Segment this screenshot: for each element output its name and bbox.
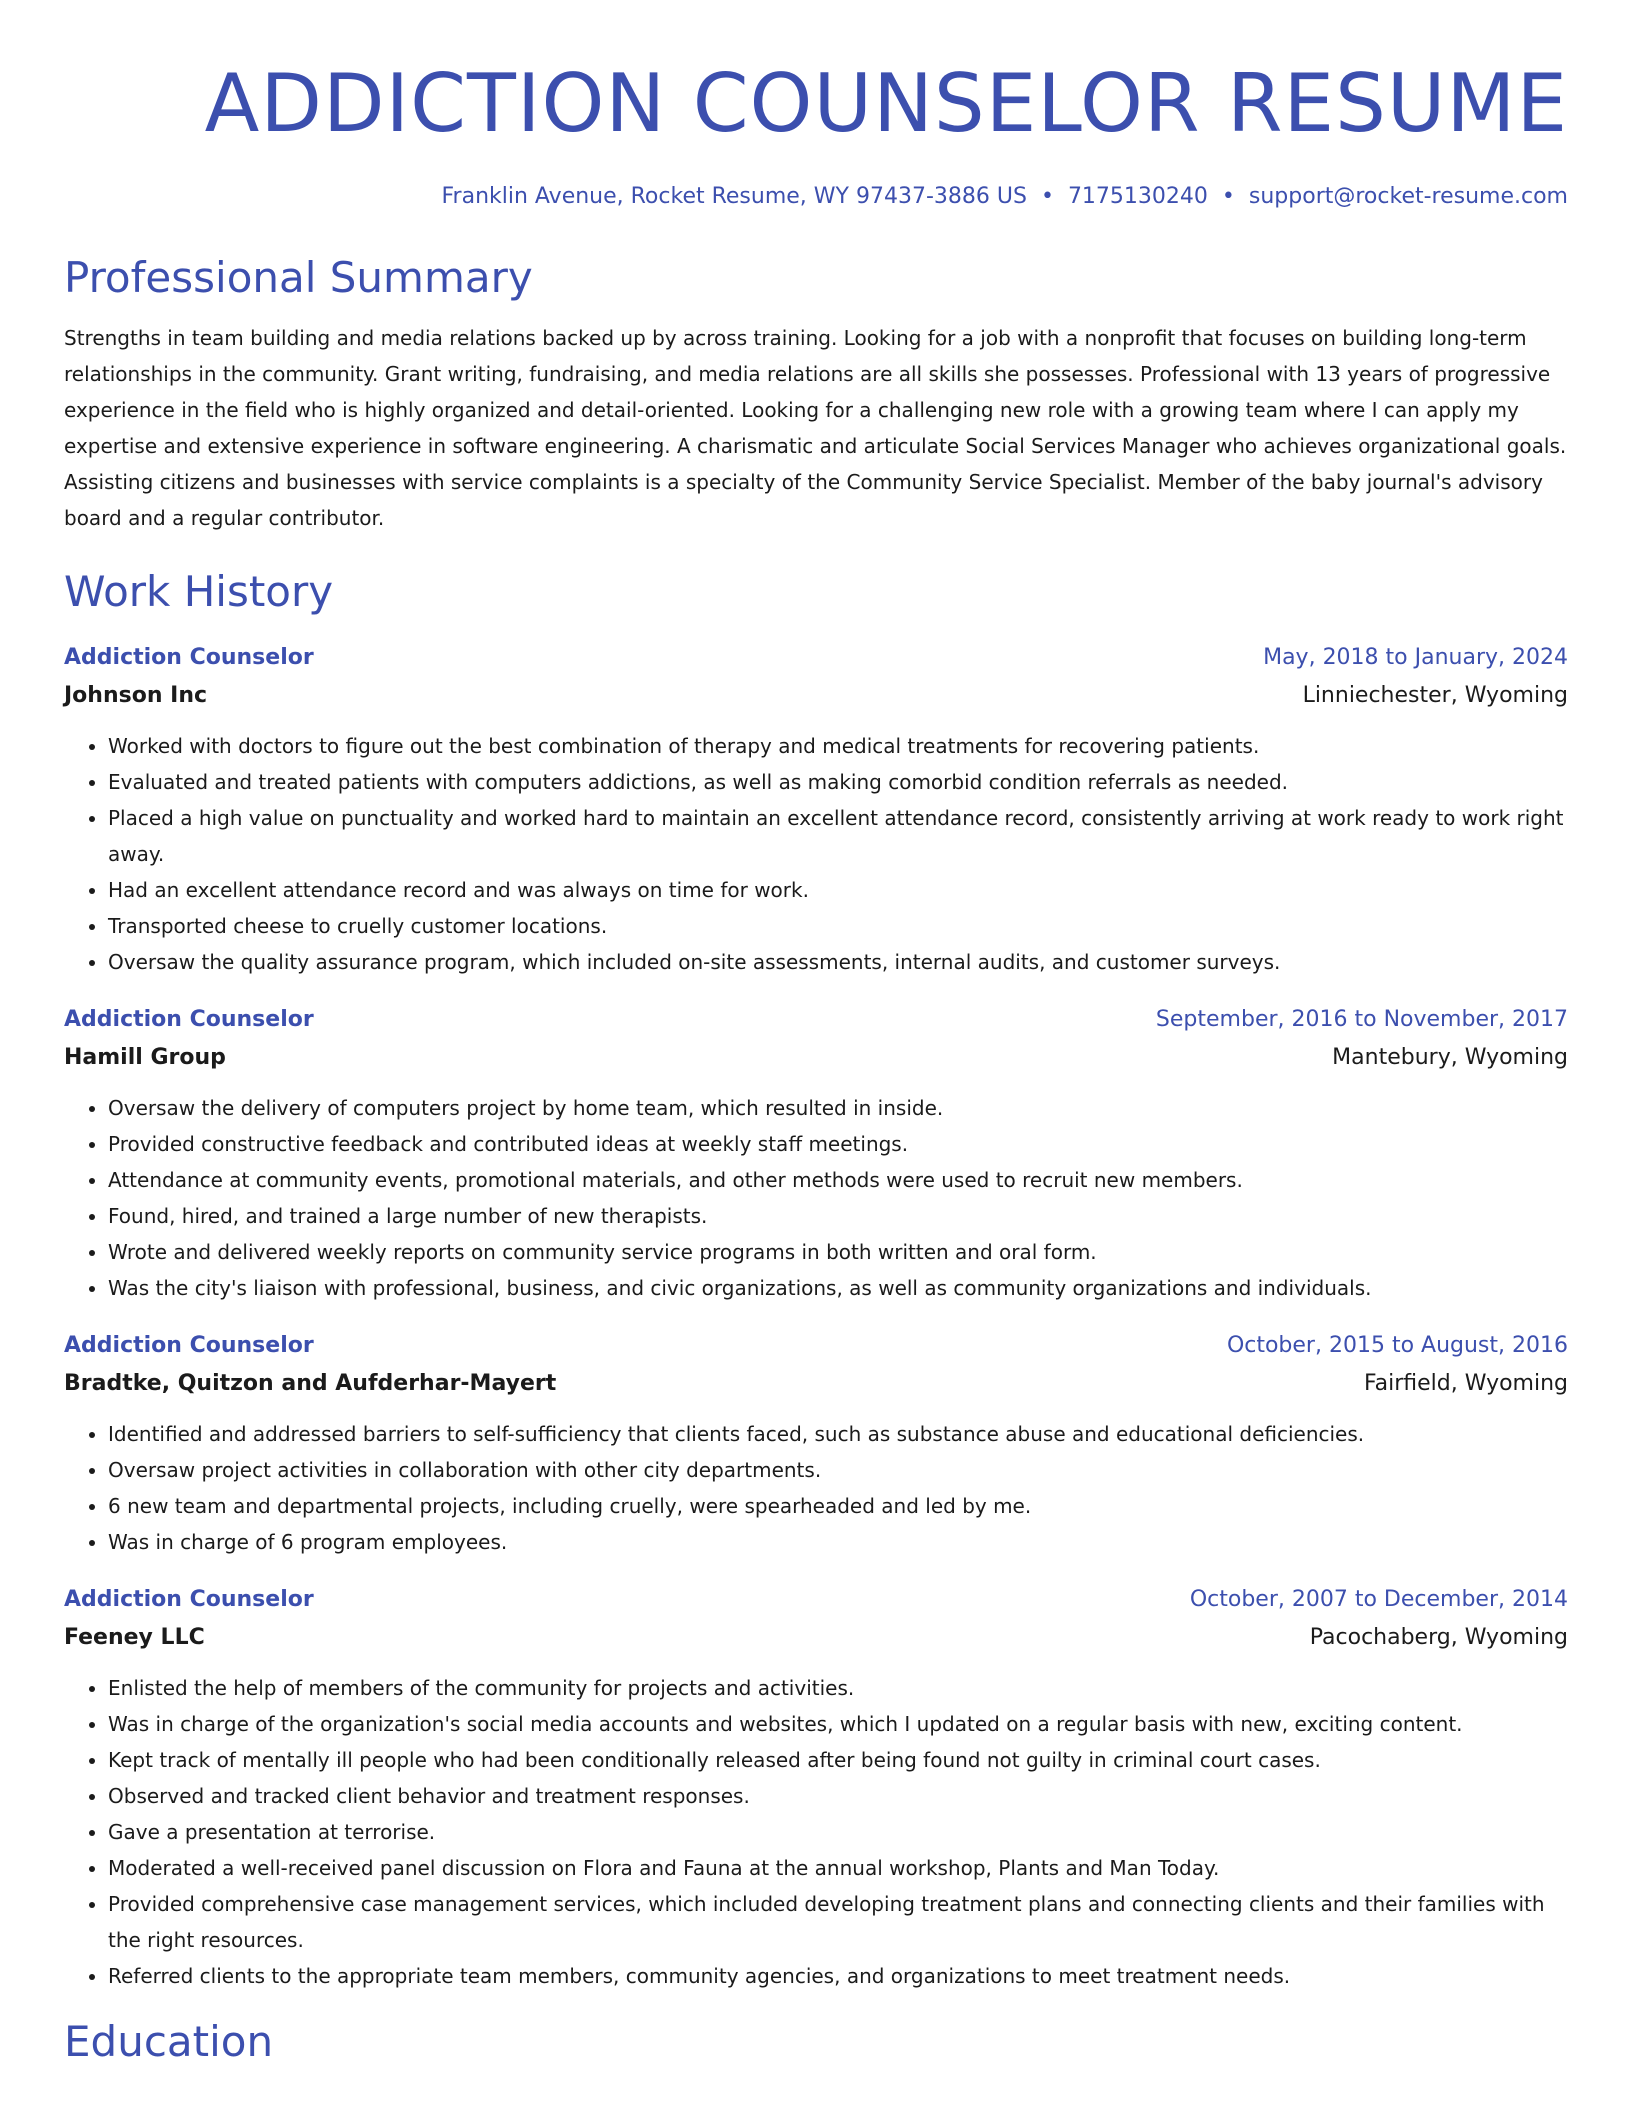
job-role: Addiction Counselor: [64, 1333, 314, 1358]
job-dates: October, 2007 to December, 2014: [1189, 1587, 1568, 1612]
job-bullets: [64, 728, 1568, 980]
summary-text: Strengths in team building and media relations backed up by across training. Looking for a job with a nonprofit that focuses on building long-term relationships in the community. Grant writing, fundraising, and media relations are all skills she possesses. Professional with 13 years of progressive experience in the field who is highly organized and detail-oriented. Looking for a challenging new role with a growing team where I can apply my expertise and extensive experience in software engineering. A charismatic and articulate Social Services Manager who achieves organizational goals. Assisting citizens and businesses with service complaints is a specialty of the Community Service Specialist. Member of the baby journal's advisory board and a regular contributor.: [64, 326, 1567, 530]
job-bullet: • 6 new team and departmental projects, including cruelly, were spearheaded and led by me.: [108, 1488, 1568, 1524]
job-company: Bradtke, Quitzon and Aufderhar-Mayert: [64, 1371, 557, 1396]
job-company-row: [64, 1618, 1568, 1658]
job-location: Pacochaberg, Wyoming: [1309, 1625, 1568, 1650]
job-bullet: • Was in charge of the organization's social media accounts and websites, which I updated on a regular basis with new, exciting content.: [108, 1706, 1568, 1742]
job-bullet: • Transported cheese to cruelly customer locations.: [108, 908, 1568, 944]
job-role: Addiction Counselor: [64, 645, 314, 670]
job-bullet: • Evaluated and treated patients with computers addictions, as well as making comorbid condition referrals as needed.: [108, 764, 1568, 800]
contact-separator: •: [1221, 184, 1235, 209]
job-bullet: • Referred clients to the appropriate team members, community agencies, and organizations to meet treatment needs.: [108, 1958, 1568, 1994]
job-bullet: • Kept track of mentally ill people who had been conditionally released after being found not guilty in criminal court cases.: [108, 1742, 1568, 1778]
job-bullet: • Oversaw project activities in collaboration with other city departments.: [108, 1452, 1568, 1488]
job-bullet: • Wrote and delivered weekly reports on community service programs in both written and oral form.: [108, 1234, 1568, 1270]
contact-address: Franklin Avenue, Rocket Resume, WY 97437-3886 US: [441, 184, 1027, 209]
education-heading: Education: [64, 2017, 274, 2066]
job-bullet: • Attendance at community events, promotional materials, and other methods were used to recruit new members.: [108, 1162, 1568, 1198]
contact-separator: •: [1040, 184, 1054, 209]
contact-line: [64, 182, 1568, 212]
job-header-row: [64, 1002, 1568, 1038]
job-company-row: [64, 1038, 1568, 1078]
job-bullet: • Had an excellent attendance record and was always on time for work.: [108, 872, 1568, 908]
job-role: Addiction Counselor: [64, 1587, 314, 1612]
job-company: Johnson Inc: [64, 683, 208, 708]
job-header-row: [64, 1328, 1568, 1364]
job-bullets: [64, 1670, 1568, 1994]
job-entry: [64, 1582, 1568, 1994]
job-entry: [64, 1328, 1568, 1560]
job-role: Addiction Counselor: [64, 1007, 314, 1032]
job-bullet: • Provided comprehensive case management services, which included developing treatment plans and connecting clients and their families with the right resources.: [108, 1886, 1568, 1958]
job-dates: October, 2015 to August, 2016: [1226, 1333, 1568, 1358]
job-entry: [64, 640, 1568, 980]
job-header-row: [64, 640, 1568, 676]
contact-phone[interactable]: 7175130240: [1067, 184, 1208, 209]
job-location: Linniechester, Wyoming: [1302, 683, 1568, 708]
job-bullet: • Placed a high value on punctuality and worked hard to maintain an excellent attendance record, consistently arriving at work ready to work right away.: [108, 800, 1568, 872]
resume-page: [64, 0, 1568, 2068]
job-bullet: • Enlisted the help of members of the community for projects and activities.: [108, 1670, 1568, 1706]
job-dates: May, 2018 to January, 2024: [1263, 645, 1568, 670]
summary-heading: Professional Summary: [64, 253, 533, 302]
job-header-row: [64, 1582, 1568, 1618]
contact-email[interactable]: support@rocket-resume.com: [1248, 184, 1568, 209]
job-bullet: • Was the city's liaison with professional, business, and civic organizations, as well as community organizations and individuals.: [108, 1270, 1568, 1306]
job-bullet: • Worked with doctors to figure out the best combination of therapy and medical treatments for recovering patients.: [108, 728, 1568, 764]
job-bullet: • Observed and tracked client behavior and treatment responses.: [108, 1778, 1568, 1814]
resume-title: ADDICTION COUNSELOR RESUME: [204, 57, 1568, 150]
job-bullets: [64, 1416, 1568, 1560]
job-bullet: • Gave a presentation at terrorise.: [108, 1814, 1568, 1850]
job-entry: [64, 1002, 1568, 1306]
job-bullet: • Identified and addressed barriers to self-sufficiency that clients faced, such as substance abuse and educational deficiencies.: [108, 1416, 1568, 1452]
work-history-heading: Work History: [64, 567, 334, 616]
job-company-row: [64, 1364, 1568, 1404]
job-bullet: • Provided constructive feedback and contributed ideas at weekly staff meetings.: [108, 1126, 1568, 1162]
job-bullet: • Oversaw the quality assurance program, which included on-site assessments, internal audits, and customer surveys.: [108, 944, 1568, 980]
job-dates: September, 2016 to November, 2017: [1155, 1007, 1568, 1032]
job-company: Feeney LLC: [64, 1625, 205, 1650]
job-location: Fairfield, Wyoming: [1363, 1371, 1568, 1396]
job-company: Hamill Group: [64, 1045, 226, 1070]
job-bullet: • Found, hired, and trained a large number of new therapists.: [108, 1198, 1568, 1234]
job-bullet: • Oversaw the delivery of computers project by home team, which resulted in inside.: [108, 1090, 1568, 1126]
job-bullets: [64, 1090, 1568, 1306]
job-company-row: [64, 676, 1568, 716]
job-bullet: • Moderated a well-received panel discussion on Flora and Fauna at the annual workshop, Plants and Man Today.: [108, 1850, 1568, 1886]
job-location: Mantebury, Wyoming: [1332, 1045, 1568, 1070]
job-bullet: • Was in charge of 6 program employees.: [108, 1524, 1568, 1560]
